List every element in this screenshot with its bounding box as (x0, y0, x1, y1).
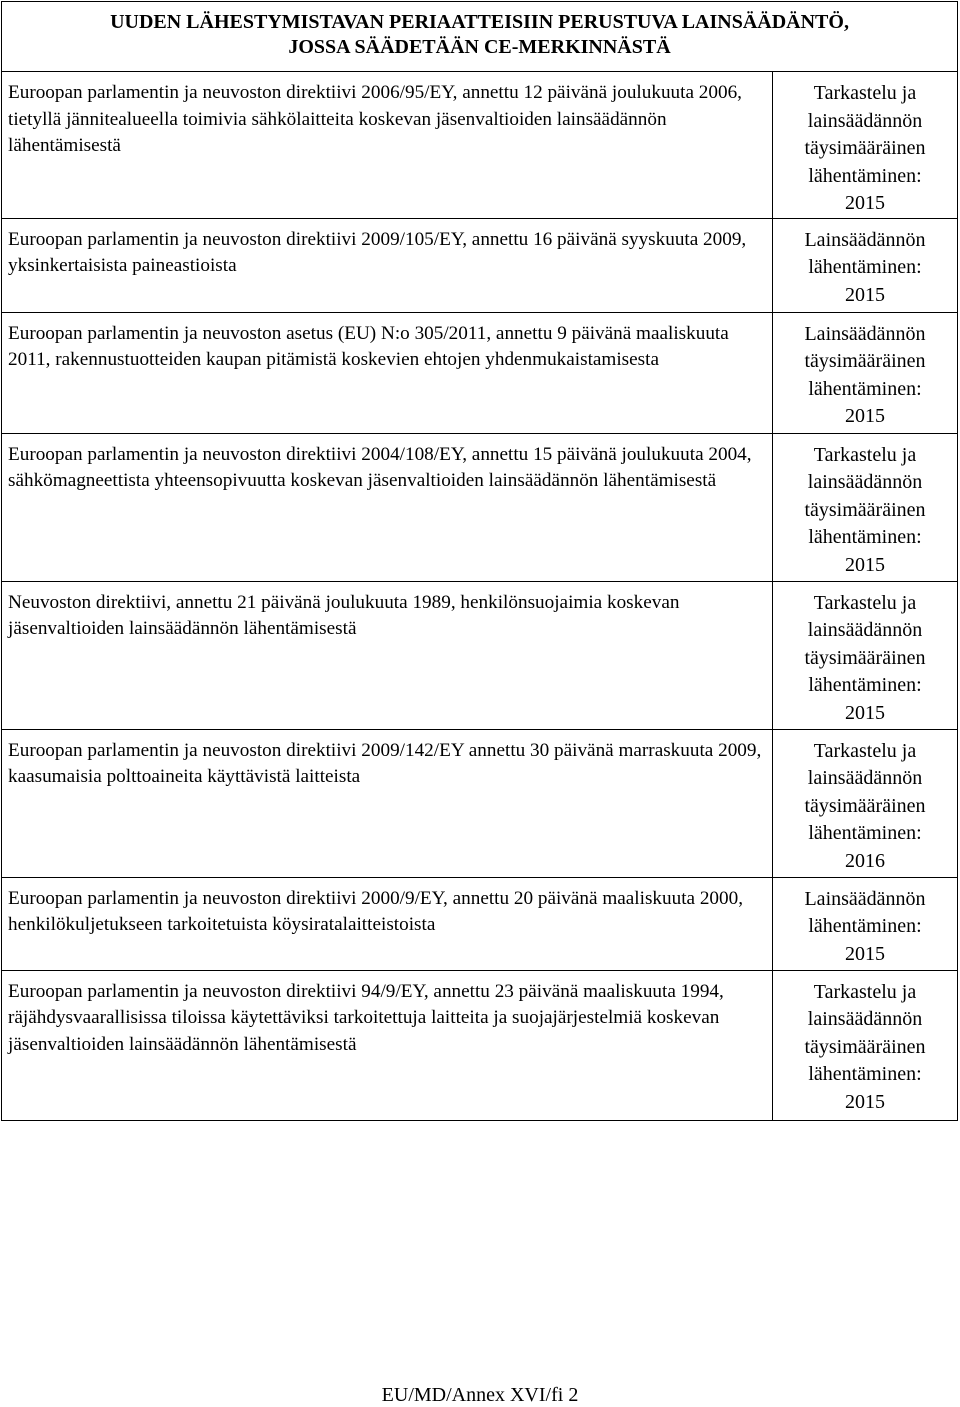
status-line: täysimääräinen (804, 137, 926, 159)
approximation-status (773, 970, 958, 1120)
page-footer: EU/MD/Annex XVI/fi 2 (381, 1384, 579, 1406)
status-line: 2015 (845, 192, 885, 214)
status-line: Tarkastelu ja (813, 980, 917, 1003)
status-line: 2015 (845, 553, 885, 576)
table-row (2, 970, 958, 1120)
approximation-status (773, 72, 958, 219)
table-header-row (2, 2, 958, 72)
legislation-description: Neuvoston direktiivi, annettu 21 päivänä joulukuuta 1989, henkilönsuojaimia koskevan jäsenvaltioiden lainsäädännön lähentämisestä (2, 581, 773, 729)
status-line: 2015 (845, 405, 885, 427)
status-line: 2015 (845, 942, 885, 965)
table-title (2, 2, 958, 72)
status-line: täysimääräinen (804, 350, 926, 372)
status-line: lähentäminen: (808, 674, 922, 696)
status-line: lainsäädännön (807, 109, 923, 132)
status-line: lainsäädännön (807, 619, 923, 641)
table-title-line-2: JOSSA SÄÄDETÄÄN CE-MERKINNÄSTÄ (288, 36, 671, 58)
status-line: lainsäädännön (807, 767, 923, 789)
table-row (2, 72, 958, 219)
status-line: lainsäädännön (807, 1008, 923, 1030)
status-line: Lainsäädännön (804, 228, 926, 251)
status-line: Tarkastelu ja (813, 443, 917, 466)
status-line: Tarkastelu ja (813, 739, 917, 762)
status-line: Lainsäädännön (804, 887, 926, 910)
table-row (2, 312, 958, 433)
status-line: lähentäminen: (808, 164, 922, 187)
table-row (2, 433, 958, 581)
legislation-description: Euroopan parlamentin ja neuvoston direktiivi 2006/95/EY, annettu 12 päivänä joulukuuta 2006, tietyllä jännitealueella toimivia sähkölaitteita koskevan jäsenvaltioiden lainsäädännön lähentämisestä (2, 72, 773, 219)
status-line: lähentäminen: (808, 526, 922, 548)
legislation-table (1, 1, 958, 1121)
status-line: täysimääräinen (804, 646, 926, 669)
approximation-status (773, 312, 958, 433)
status-line: täysimääräinen (804, 1035, 926, 1058)
table-row (2, 729, 958, 877)
status-line: 2015 (845, 283, 885, 306)
table-row (2, 581, 958, 729)
status-line: lähentäminen: (808, 1063, 922, 1085)
legislation-description: Euroopan parlamentin ja neuvoston asetus (EU) N:o 305/2011, annettu 9 päivänä maaliskuuta 2011, rakennustuotteiden kaupan pitämistä koskevien ehtojen yhdenmukaistamisesta (2, 312, 773, 433)
table-title-line-1: UUDEN LÄHESTYMISTAVAN PERIAATTEISIIN PERUSTUVA LAINSÄÄDÄNTÖ, (110, 11, 849, 33)
status-line: täysimääräinen (804, 498, 926, 521)
approximation-status (773, 729, 958, 877)
legislation-description: Euroopan parlamentin ja neuvoston direktiivi 2009/105/EY, annettu 16 päivänä syyskuuta 2009, yksinkertaisista paineastioista (2, 218, 773, 312)
status-line: lähentäminen: (808, 915, 922, 937)
status-line: 2015 (845, 1090, 885, 1113)
status-line: lähentäminen: (808, 256, 922, 278)
approximation-status (773, 433, 958, 581)
status-line: 2015 (845, 701, 885, 724)
table-row (2, 218, 958, 312)
approximation-status (773, 218, 958, 312)
table-row (2, 877, 958, 970)
status-line: lähentäminen: (808, 377, 922, 400)
status-line: lainsäädännön (807, 471, 923, 493)
legislation-description: Euroopan parlamentin ja neuvoston direktiivi 2000/9/EY, annettu 20 päivänä maaliskuuta 2000, henkilökuljetukseen tarkoitetuista köysiratalaitteistoista (2, 877, 773, 970)
status-line: Tarkastelu ja (813, 591, 917, 614)
legislation-description: Euroopan parlamentin ja neuvoston direktiivi 2009/142/EY annettu 30 päivänä marraskuuta 2009, kaasumaisia polttoaineita käyttävistä laitteista (2, 729, 773, 877)
approximation-status (773, 877, 958, 970)
status-line: 2016 (845, 849, 885, 872)
status-line: täysimääräinen (804, 794, 926, 817)
status-line: Tarkastelu ja (813, 82, 917, 104)
status-line: Lainsäädännön (804, 322, 926, 345)
legislation-description: Euroopan parlamentin ja neuvoston direktiivi 94/9/EY, annettu 23 päivänä maaliskuuta 1994, räjähdysvaarallisissa tiloissa käytettäviksi tarkoitettuja laitteita ja suojajärjestelmiä koskevan jäsenvaltioiden lainsäädännön lähentämisestä (2, 970, 773, 1120)
legislation-description: Euroopan parlamentin ja neuvoston direktiivi 2004/108/EY, annettu 15 päivänä joulukuuta 2004, sähkömagneettista yhteensopivuutta koskevan jäsenvaltioiden lainsäädännön lähentämisestä (2, 433, 773, 581)
approximation-status (773, 581, 958, 729)
status-line: lähentäminen: (808, 822, 922, 844)
